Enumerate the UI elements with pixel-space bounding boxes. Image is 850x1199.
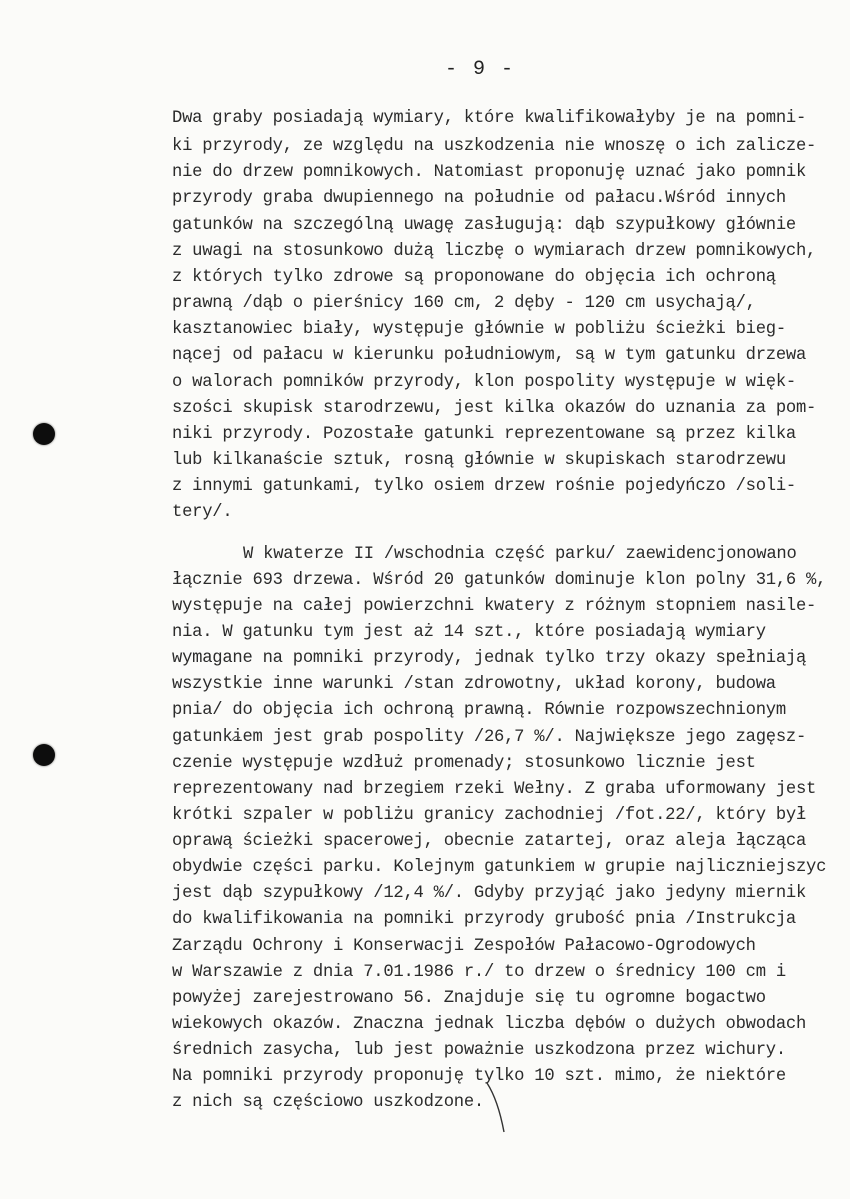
text-line: szości skupisk starodrzewu, jest kilka okazów do uznania za pom- <box>172 399 817 418</box>
text-line: Na pomniki przyrody proponuję tylko 10 szt. mimo, że niektóre <box>172 1067 786 1086</box>
text-line: wszystkie inne warunki /stan zdrowotny, układ korony, budowa <box>172 675 776 694</box>
text-line: oprawą ścieżki spacerowej, obecnie zatartej, oraz aleja łącząca <box>172 832 807 851</box>
text-line: nie do drzew pomnikowych. Natomiast proponuję uznać jako pomnik <box>172 163 807 182</box>
text-line: reprezentowany nad brzegiem rzeki Wełny. Z graba uformowany jest <box>172 780 817 799</box>
page-number: - 9 - <box>445 58 516 81</box>
text-line: tery/. <box>172 503 233 522</box>
text-line: nia. W gatunku tym jest aż 14 szt., które posiadają wymiary <box>172 623 766 642</box>
text-line: gatunkiem jest grab pospolity /26,7 %/. Największe jego zagęsz- <box>172 728 807 747</box>
text-line: czenie występuje wzdłuż promenady; stosunkowo licznie jest <box>172 754 756 773</box>
text-line: obydwie części parku. Kolejnym gatunkiem w grupie najliczniejszyc <box>172 858 827 877</box>
text-line: z których tylko zdrowe są proponowane do objęcia ich ochroną <box>172 268 776 287</box>
text-line: ki przyrody, ze względu na uszkodzenia nie wnoszę o ich zalicze- <box>172 137 817 156</box>
text-line: wiekowych okazów. Znaczna jednak liczba dębów o dużych obwodach <box>172 1015 807 1034</box>
pen-stroke <box>487 1083 504 1132</box>
text-line: w Warszawie z dnia 7.01.1986 r./ to drzew o średnicy 100 cm i <box>172 963 786 982</box>
text-line: prawną /dąb o pierśnicy 160 cm, 2 dęby - 120 cm usychają/, <box>172 294 756 313</box>
text-line: krótki szpaler w pobliżu granicy zachodniej /fot.22/, który był <box>172 806 807 825</box>
text-line: do kwalifikowania na pomniki przyrody grubość pnia /Instrukcja <box>172 910 796 929</box>
text-line: niki przyrody. Pozostałe gatunki reprezentowane są przez kilka <box>172 425 796 444</box>
text-line: średnich zasycha, lub jest poważnie uszkodzona przez wichury. <box>172 1041 786 1060</box>
text-line: występuje na całej powierzchni kwatery z różnym stopniem nasile- <box>172 597 817 616</box>
text-line: powyżej zarejestrowano 56. Znajduje się tu ogromne bogactwo <box>172 989 766 1008</box>
text-line: o walorach pomników przyrody, klon pospolity występuje w więk- <box>172 373 796 392</box>
text-line: z uwagi na stosunkowo dużą liczbę o wymiarach drzew pomnikowych, <box>172 242 817 261</box>
text-line: gatunków na szczególną uwagę zasługują: dąb szypułkowy głównie <box>172 216 796 235</box>
text-line: lub kilkanaście sztuk, rosną głównie w skupiskach starodrzewu <box>172 451 786 470</box>
text-line: Zarządu Ochrony i Konserwacji Zespołów Pałacowo-Ogrodowych <box>172 937 756 956</box>
text-line: pnia/ do objęcia ich ochroną prawną. Równie rozpowszechnionym <box>172 701 786 720</box>
text-line: łącznie 693 drzewa. Wśród 20 gatunków dominuje klon polny 31,6 %, <box>172 571 827 590</box>
text-line: W kwaterze II /wschodnia część parku/ zaewidencjonowano <box>243 545 797 564</box>
text-line: z nich są częściowo uszkodzone. <box>172 1093 484 1112</box>
text-line: wymagane na pomniki przyrody, jednak tylko trzy okazy spełniają <box>172 649 807 668</box>
text-line: nącej od pałacu w kierunku południowym, są w tym gatunku drzewa <box>172 346 807 365</box>
text-line: jest dąb szypułkowy /12,4 %/. Gdyby przyjąć jako jedyny miernik <box>172 884 807 903</box>
text-line: przyrody graba dwupiennego na południe od pałacu.Wśród innych <box>172 189 786 208</box>
text-line: Dwa graby posiadają wymiary, które kwalifikowałyby je na pomni- <box>172 109 807 128</box>
pen-stroke <box>232 736 240 740</box>
text-line: kasztanowiec biały, występuje głównie w pobliżu ścieżki bieg- <box>172 320 786 339</box>
text-line: z innymi gatunkami, tylko osiem drzew rośnie pojedyńczo /soli- <box>172 477 796 496</box>
